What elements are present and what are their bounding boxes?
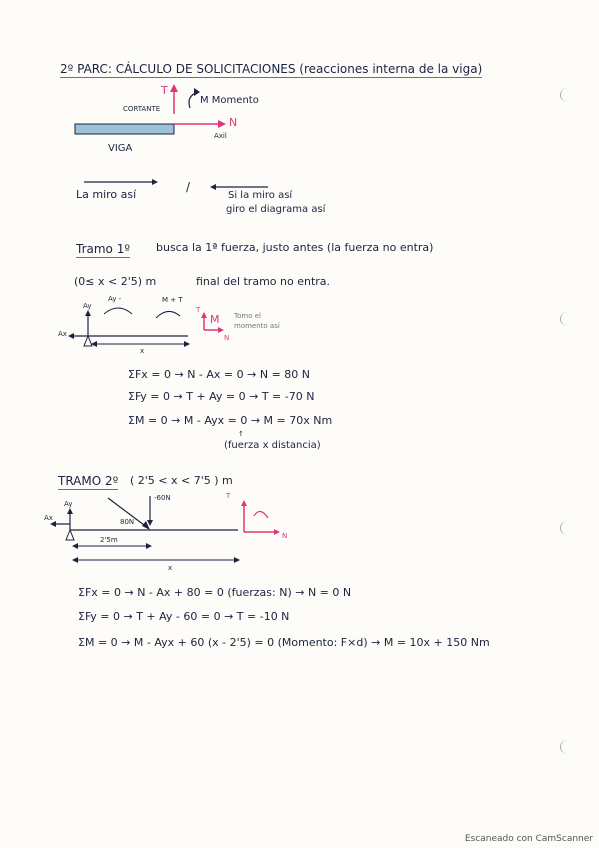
axial-n-label: N	[229, 116, 238, 129]
tramo1-heading: Tramo 1º	[76, 242, 130, 256]
tramo1-range-note: final del tramo no entra.	[196, 275, 331, 288]
cortante-label: CORTANTE	[123, 105, 161, 113]
n-label: N	[224, 334, 230, 342]
note-label-1: Tomo el	[234, 312, 261, 320]
right-view-text-2: giro el diagrama así	[226, 204, 326, 215]
tramo1-intro: busca la 1ª fuerza, justo antes (la fuerza no entra)	[156, 241, 434, 254]
tramo2-x-label: x	[168, 564, 173, 572]
load-60-label: -60N	[154, 494, 171, 502]
tramo2-heading: TRAMO 2º	[58, 474, 119, 488]
moment-label: M Momento	[200, 95, 259, 106]
m-plus-t-label: M + T	[162, 296, 183, 304]
ay-top-label: Ay -	[108, 295, 122, 303]
left-view-text: La miro así	[76, 188, 137, 201]
tramo1-eq-m: ΣM = 0 → M - Ayx = 0 → M = 70x Nm	[128, 414, 333, 427]
shear-t-label: T	[161, 84, 168, 97]
tramo1-note: (fuerza x distancia)	[224, 440, 321, 451]
note-label-2: momento así	[234, 322, 280, 330]
tramo2-eq-fx: ΣFx = 0 → N - Ax + 80 = 0 (fuerzas: N) → N = 0 N	[78, 586, 352, 599]
scanner-footer: Escaneado con CamScanner	[464, 834, 593, 844]
tramo2-eq-fy: ΣFy = 0 → T + Ay - 60 = 0 → T = -10 N	[78, 610, 290, 623]
tramo1-arrow: ↑	[238, 430, 244, 438]
viga-label: VIGA	[108, 143, 133, 154]
x-label: x	[140, 347, 145, 355]
tramo2-range: ( 2'5 < x < 7'5 ) m	[130, 474, 233, 487]
tramo2-eq-m: ΣM = 0 → M - Ayx + 60 (x - 2'5) = 0 (Momento: F×d) → M = 10x + 150 Nm	[78, 636, 490, 649]
t-label: T	[196, 306, 201, 314]
ax-label: Ax	[58, 330, 67, 338]
tramo1-eq-fx: ΣFx = 0 → N - Ax = 0 → N = 80 N	[128, 368, 311, 381]
tramo2-ax-label: Ax	[44, 514, 53, 522]
m-label: M	[210, 313, 220, 326]
distance-label: 2'5m	[100, 536, 118, 544]
tramo2-ay-label: Ay	[64, 500, 73, 508]
axil-label: Axil	[214, 132, 227, 140]
ay-label: Ay	[83, 302, 92, 310]
tramo2-n-label: N	[282, 532, 288, 540]
load-80-label: 80N	[120, 518, 135, 526]
separator-slash: /	[186, 180, 191, 194]
page-title: 2º PARC: CÁLCULO DE SOLICITACIONES (reacciones interna de la viga)	[60, 62, 483, 76]
right-view-text-1: Si la miro así	[228, 190, 293, 201]
tramo1-eq-fy: ΣFy = 0 → T + Ay = 0 → T = -70 N	[128, 390, 315, 403]
tramo1-range: (0≤ x < 2'5) m	[74, 275, 157, 288]
tramo2-t-label: T	[226, 492, 231, 500]
